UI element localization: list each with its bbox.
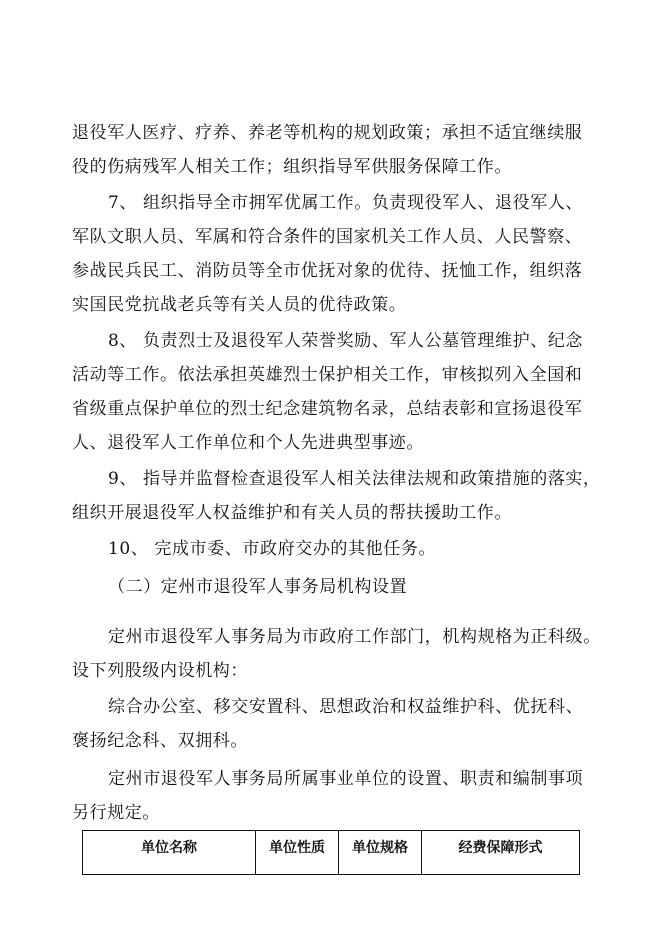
- header-unit-nature: 单位性质: [256, 831, 339, 875]
- text-line: 参战民兵民工、消防员等全市优抚对象的优待、抚恤工作，组织落: [72, 261, 583, 281]
- section-heading-institution-setup: [72, 570, 592, 604]
- text-line: （二）定州市退役军人事务局机构设置: [108, 577, 408, 597]
- paragraph-duty-9: [72, 462, 601, 530]
- text-line: 8、 负责烈士及退役军人荣誉奖励、军人公墓管理维护、纪念: [108, 331, 584, 351]
- text-line: 综合办公室、移交安置科、思想政治和权益维护科、优抚科、: [108, 697, 584, 717]
- paragraph-duty-7: [72, 186, 592, 322]
- text-line: 实国民党抗战老兵等有关人员的优待政策。: [72, 295, 407, 315]
- paragraph-bureau-structure: [72, 620, 601, 688]
- header-funding-form: 经费保障形式: [422, 831, 580, 875]
- paragraph-duty-10: [72, 532, 592, 566]
- text-line: 省级重点保护单位的烈士纪念建筑物名录，总结表彰和宣扬退役军: [72, 399, 583, 419]
- units-table: [82, 830, 580, 875]
- text-line: 退役军人医疗、疗养、养老等机构的规划政策；承担不适宜继续服: [72, 123, 583, 143]
- text-line: 人、退役军人工作单位和个人先进典型事迹。: [72, 433, 424, 453]
- table-header-row: [83, 831, 580, 875]
- header-unit-name: 单位名称: [83, 831, 256, 875]
- text-line: 10、 完成市委、市政府交办的其他任务。: [108, 539, 437, 559]
- text-line: 9、 指导并监督检查退役军人相关法律法规和政策措施的落实，: [108, 469, 601, 489]
- text-line: 设下列股级内设机构：: [72, 661, 248, 681]
- text-line: 褒扬纪念科、双拥科。: [72, 731, 248, 751]
- text-line: 7、 组织指导全市拥军优属工作。负责现役军人、退役军人、: [108, 193, 584, 213]
- paragraph-duties-6-continued: [72, 116, 592, 184]
- paragraph-affiliated-units: [72, 762, 592, 830]
- text-line: 定州市退役军人事务局所属事业单位的设置、职责和编制事项: [108, 769, 584, 789]
- text-line: 另行规定。: [72, 803, 160, 823]
- text-line: 组织开展退役军人权益维护和有关人员的帮扶援助工作。: [72, 503, 512, 523]
- text-line: 役的伤病残军人相关工作；组织指导军供服务保障工作。: [72, 157, 512, 177]
- paragraph-internal-departments: [72, 690, 592, 758]
- paragraph-duty-8: [72, 324, 592, 460]
- text-line: 定州市退役军人事务局为市政府工作部门，机构规格为正科级。: [108, 627, 601, 647]
- header-unit-rank: 单位规格: [339, 831, 422, 875]
- text-line: 活动等工作。依法承担英雄烈士保护相关工作，审核拟列入全国和: [72, 365, 583, 385]
- text-line: 军队文职人员、军属和符合条件的国家机关工作人员、人民警察、: [72, 227, 583, 247]
